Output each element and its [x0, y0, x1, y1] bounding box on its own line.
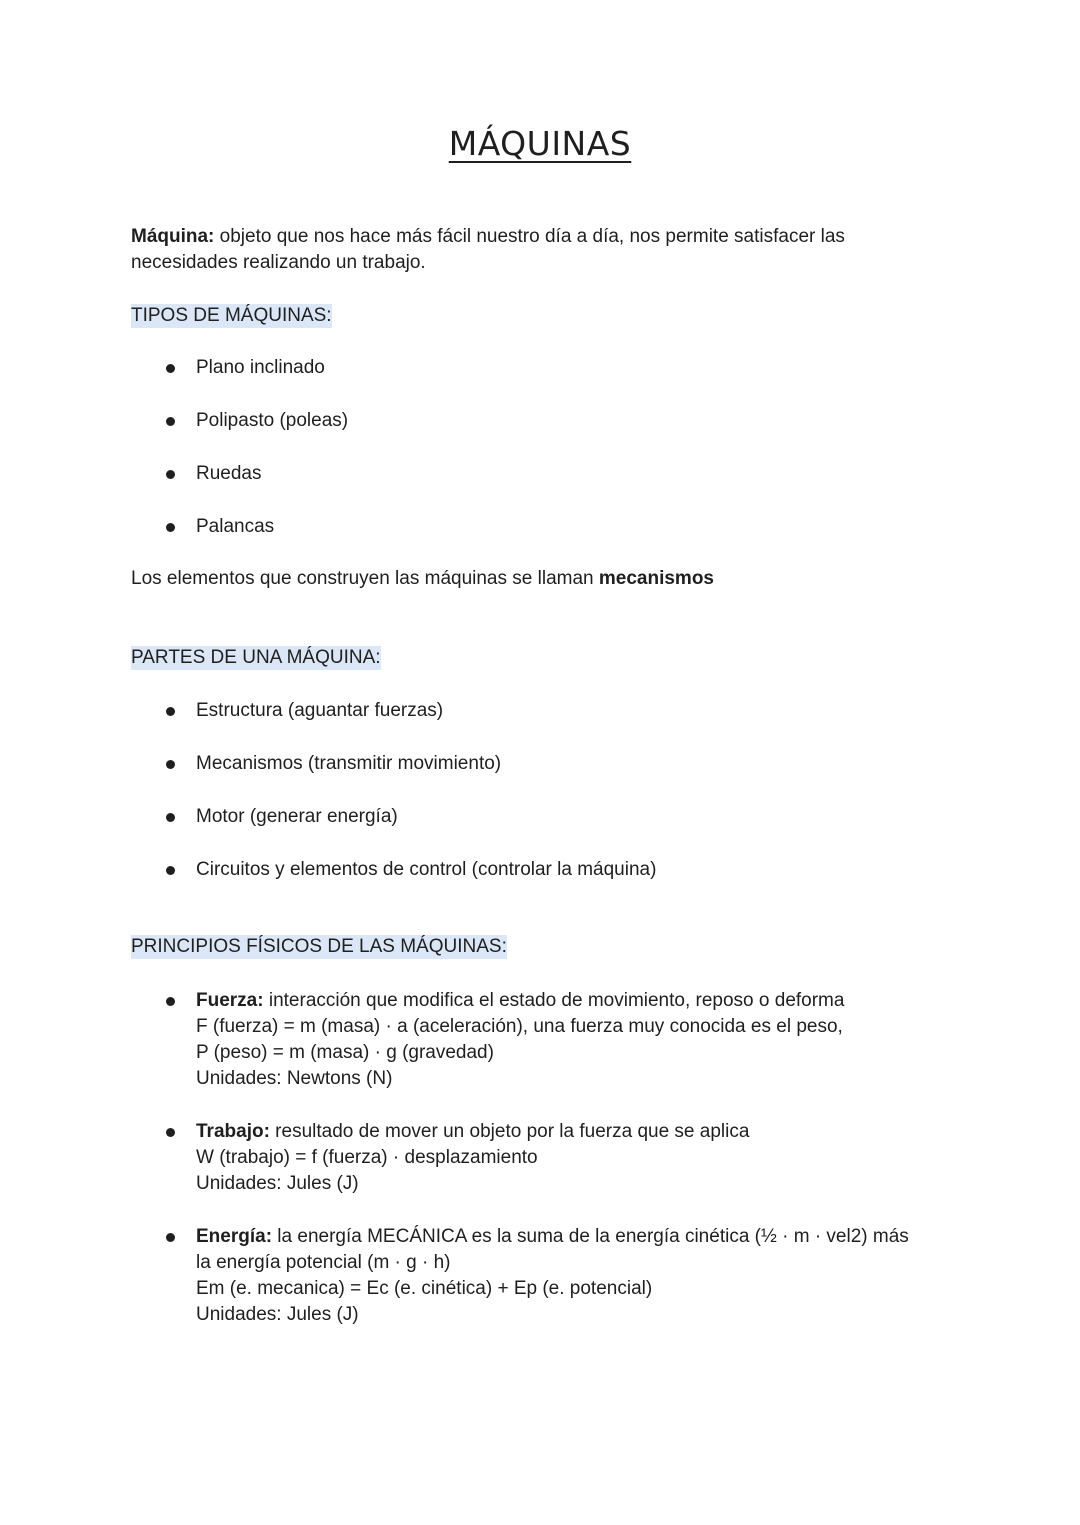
page-title-text: MÁQUINAS — [448, 124, 632, 163]
bullet-icon — [166, 1233, 175, 1242]
mecanismos-note — [131, 566, 961, 592]
bullet-icon — [166, 866, 175, 875]
trabajo-line1 — [196, 1119, 961, 1145]
energia-line2: la energía potencial (m · g · h) — [196, 1252, 451, 1273]
fuerza-line1 — [196, 988, 961, 1014]
section-heading-partes-text: PARTES DE UNA MÁQUINA: — [131, 647, 381, 668]
list-item-trabajo — [131, 1119, 961, 1197]
principios-list — [131, 988, 961, 1328]
list-item-energia — [131, 1224, 961, 1328]
list-item — [131, 355, 961, 381]
list-item — [131, 461, 961, 487]
mecanismos-note-bold: mecanismos — [598, 568, 714, 589]
list-item-text: Motor (generar energía) — [196, 806, 398, 827]
bullet-icon — [166, 417, 175, 426]
bullet-icon — [166, 1128, 175, 1137]
tipos-list — [131, 355, 961, 540]
fuerza-line2: F (fuerza) = m (masa) · a (aceleración), una fuerza muy conocida es el peso, — [196, 1016, 843, 1037]
list-item-text: Circuitos y elementos de control (controlar la máquina) — [196, 859, 657, 880]
fuerza-term: Fuerza: — [196, 990, 264, 1011]
energia-term: Energía: — [196, 1226, 273, 1247]
energia-line4: Unidades: Jules (J) — [196, 1304, 359, 1325]
definition-text-line2: necesidades realizando un trabajo. — [131, 252, 426, 273]
list-item — [131, 751, 961, 777]
energia-line1 — [196, 1224, 961, 1250]
trabajo-def: resultado de mover un objeto por la fuerza que se aplica — [269, 1121, 750, 1142]
mecanismos-note-text: Los elementos que construyen las máquinas se llaman — [131, 568, 599, 589]
bullet-icon — [166, 997, 175, 1006]
fuerza-line4: Unidades: Newtons (N) — [196, 1068, 393, 1089]
bullet-icon — [166, 364, 175, 373]
energia-line3: Em (e. mecanica) = Ec (e. cinética) + Ep (e. potencial) — [196, 1278, 653, 1299]
list-item — [131, 408, 961, 434]
list-item — [131, 514, 961, 540]
definition-paragraph — [131, 224, 961, 276]
definition-term: Máquina: — [131, 226, 215, 247]
bullet-icon — [166, 707, 175, 716]
list-item-text: Estructura (aguantar fuerzas) — [196, 700, 444, 721]
list-item — [131, 698, 961, 724]
bullet-icon — [166, 470, 175, 479]
section-heading-partes — [131, 645, 381, 671]
fuerza-def: interacción que modifica el estado de movimiento, reposo o deforma — [263, 990, 845, 1011]
section-heading-principios-text: PRINCIPIOS FÍSICOS DE LAS MÁQUINAS: — [131, 936, 507, 957]
trabajo-line3: Unidades: Jules (J) — [196, 1173, 359, 1194]
list-item-text: Palancas — [196, 516, 275, 537]
section-heading-tipos-text: TIPOS DE MÁQUINAS: — [131, 305, 332, 326]
list-item-text: Ruedas — [196, 463, 262, 484]
energia-def: la energía MECÁNICA es la suma de la energía cinética (½ · m · vel2) más — [272, 1226, 909, 1247]
partes-list — [131, 698, 961, 883]
list-item-text: Mecanismos (transmitir movimiento) — [196, 753, 502, 774]
bullet-icon — [166, 760, 175, 769]
list-item-text: Plano inclinado — [196, 357, 325, 378]
list-item — [131, 857, 961, 883]
trabajo-line2: W (trabajo) = f (fuerza) · desplazamiento — [196, 1147, 538, 1168]
definition-text-line1: objeto que nos hace más fácil nuestro día a día, nos permite satisfacer las — [214, 226, 845, 247]
trabajo-term: Trabajo: — [196, 1121, 270, 1142]
fuerza-line3: P (peso) = m (masa) · g (gravedad) — [196, 1042, 494, 1063]
section-heading-tipos — [131, 303, 332, 329]
list-item-fuerza — [131, 988, 961, 1092]
list-item-text: Polipasto (poleas) — [196, 410, 349, 431]
section-heading-principios — [131, 934, 507, 960]
list-item — [131, 804, 961, 830]
bullet-icon — [166, 523, 175, 532]
page-title — [0, 124, 1080, 163]
bullet-icon — [166, 813, 175, 822]
